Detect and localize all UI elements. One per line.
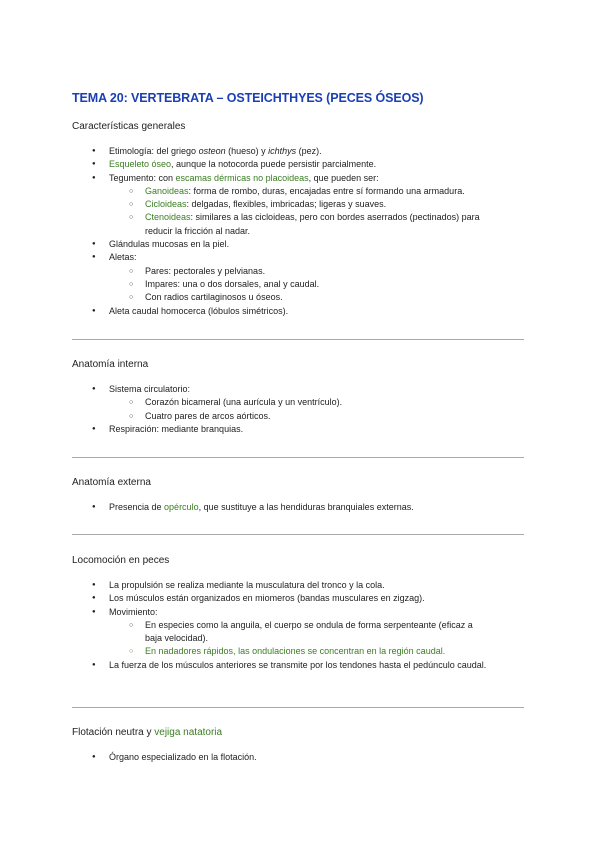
highlight-term: opérculo [164,502,199,512]
list-item [92,501,522,514]
section-heading-caracteristicas: Características generales [72,121,186,132]
list-item [92,606,522,659]
list-item: ○ Corazón bicameral (una aurícula y un ventrículo). [109,396,522,409]
text: Flotación neutra y [72,727,155,738]
page-title: TEMA 20: VERTEBRATA – OSTEICHTHYES (PECES ÓSEOS) [72,91,424,105]
highlight-term: Ganoideas [145,185,189,196]
list-item: ● Respiración: mediante branquias. [92,423,522,436]
section-heading-locomocion: Locomoción en peces [72,555,170,566]
section-divider [72,339,524,340]
list-item: ○ Cuatro pares de arcos aórticos. [109,410,522,423]
list-flotacion [92,751,522,764]
list-locomocion [92,579,522,672]
section-heading-anatomia-externa: Anatomía externa [72,477,151,488]
section-divider [72,707,524,708]
text: : delgadas, flexibles, imbricadas; ligeras y suaves. [186,199,387,210]
text: (hueso) y [225,146,269,156]
list-item [92,172,522,238]
list-item: ● Aleta caudal homocerca (lóbulos simétricos). [92,305,522,318]
section-divider [72,457,524,458]
list-item [92,145,522,158]
list-item [92,158,522,171]
sublist-aletas [109,265,522,305]
italic-term: ichthys [268,146,297,156]
text: Sistema circulatorio: [109,384,191,394]
text: Tegumento: con [109,172,176,183]
text: Etimología: del griego [109,146,199,156]
sublist-circulatorio [109,396,522,423]
list-item: ● Los músculos están organizados en miomeros (bandas musculares en zigzag). [92,592,522,605]
list-item: ○ En nadadores rápidos, las ondulaciones se concentran en la región caudal. [109,645,522,658]
text: , que sustituye a las hendiduras branquiales externas. [198,502,414,512]
text: : forma de rombo, duras, encajadas entre sí formando una armadura. [188,185,465,196]
text: , aunque la notocorda puede persistir parcialmente. [171,159,377,170]
list-item [92,251,522,304]
text: , que pueden ser: [308,172,379,183]
italic-term: osteon [198,146,226,156]
highlight-term: Ctenoideas [145,212,191,223]
list-item: ● La propulsión se realiza mediante la musculatura del tronco y la cola. [92,579,522,592]
list-item: ○ Impares: una o dos dorsales, anal y caudal. [109,278,522,291]
highlight-term: vejiga natatoria [154,727,223,738]
list-item: ○ Con radios cartilaginosos u óseos. [109,291,522,304]
list-anatomia-interna [92,383,522,436]
text: : similares a las cicloideas, pero con bordes aserrados (pectinados) para reducir la fricción al nadar. [145,212,480,236]
section-divider [72,534,524,535]
list-item [109,198,522,211]
list-item [109,211,522,238]
text: Movimiento: [109,606,158,617]
list-item: ○ En especies como la anguila, el cuerpo se ondula de forma serpenteante (eficaz a baja velocidad). [109,619,522,646]
list-item [109,185,522,198]
section-heading-anatomia-interna: Anatomía interna [72,359,149,370]
list-item: ● Glándulas mucosas en la piel. [92,238,522,251]
highlight-term: Esqueleto óseo [109,159,172,170]
text: (pez). [296,146,322,156]
list-item: ○ Pares: pectorales y pelvianas. [109,265,522,278]
highlight-term: escamas dérmicas no placoideas [175,172,309,183]
list-item [92,383,522,423]
list-anatomia-externa [92,501,522,514]
highlight-term: Cicloideas [145,199,187,210]
list-caracteristicas [92,145,522,318]
list-item: ● Órgano especializado en la flotación. [92,751,522,764]
section-heading-flotacion [72,727,222,738]
list-item: ● La fuerza de los músculos anteriores se transmite por los tendones hasta el pedúnculo caudal. [92,659,522,672]
text: Presencia de [109,502,165,512]
text: Aletas: [109,252,137,263]
sublist-movimiento [109,619,522,659]
sublist-escamas [109,185,522,238]
